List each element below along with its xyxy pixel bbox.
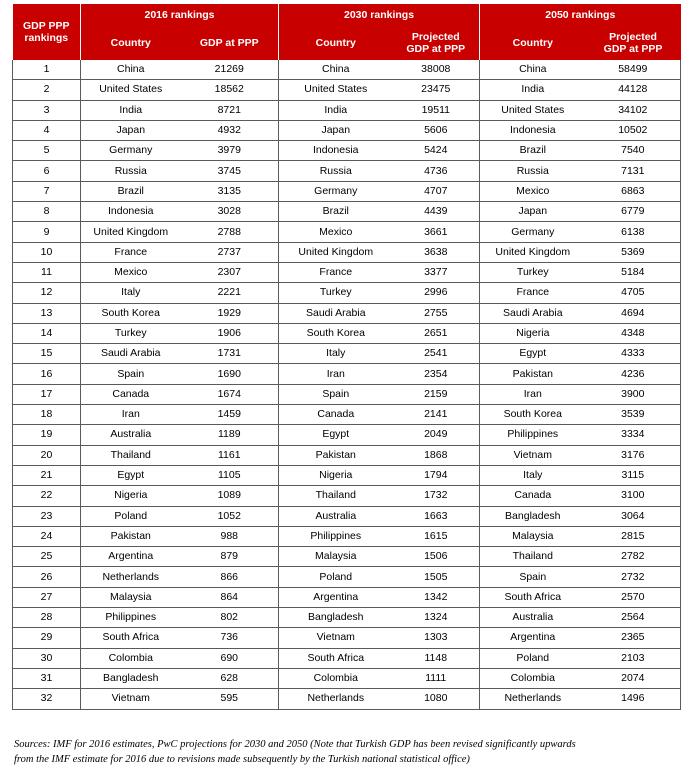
gdp-2030-cell: 1505 [393, 567, 480, 587]
country-2050-cell: Japan [480, 202, 586, 222]
gdp-2050-cell: 2815 [586, 526, 681, 546]
rank-header-line1: GDP PPP [23, 20, 70, 32]
rank-cell: 27 [13, 587, 81, 607]
gdp-2050-cell: 4694 [586, 303, 681, 323]
proj-header-2050-line2: GDP at PPP [603, 43, 663, 55]
gdp-2016-cell: 2737 [181, 242, 279, 262]
table-row [13, 486, 681, 506]
country-2016-cell: Russia [81, 161, 181, 181]
table-row [13, 202, 681, 222]
country-2050-cell: Mexico [480, 181, 586, 201]
rank-cell: 21 [13, 465, 81, 485]
gdp-2030-cell: 2354 [393, 364, 480, 384]
country-2050-cell: Bangladesh [480, 506, 586, 526]
country-2050-cell: India [480, 80, 586, 100]
proj-header-2030-line1: Projected [411, 31, 460, 43]
country-2016-cell: Argentina [81, 547, 181, 567]
gdp-2030-cell: 5424 [393, 141, 480, 161]
country-2030-cell: Thailand [279, 486, 393, 506]
country-2030-cell: Canada [279, 405, 393, 425]
rank-column-header [13, 4, 81, 60]
col-header-country-2050: Country [480, 26, 586, 60]
country-2050-cell: Malaysia [480, 526, 586, 546]
country-2030-cell: Malaysia [279, 547, 393, 567]
country-2050-cell: Canada [480, 486, 586, 506]
rank-cell: 9 [13, 222, 81, 242]
country-2030-cell: Colombia [279, 668, 393, 688]
rank-cell: 32 [13, 689, 81, 709]
rank-cell: 3 [13, 100, 81, 120]
country-2030-cell: Australia [279, 506, 393, 526]
country-2030-cell: France [279, 262, 393, 282]
gdp-2030-cell: 5606 [393, 120, 480, 140]
proj-header-2030-line2: GDP at PPP [406, 43, 466, 55]
rank-cell: 4 [13, 120, 81, 140]
gdp-2016-cell: 864 [181, 587, 279, 607]
gdp-2050-cell: 6863 [586, 181, 681, 201]
table-row [13, 547, 681, 567]
gdp-2016-cell: 3028 [181, 202, 279, 222]
country-2016-cell: Australia [81, 425, 181, 445]
gdp-2030-cell: 2159 [393, 384, 480, 404]
country-2016-cell: France [81, 242, 181, 262]
gdp-2030-cell: 2541 [393, 344, 480, 364]
country-2050-cell: Poland [480, 648, 586, 668]
country-2030-cell: Mexico [279, 222, 393, 242]
country-2016-cell: Nigeria [81, 486, 181, 506]
gdp-2050-cell: 4705 [586, 283, 681, 303]
rank-cell: 28 [13, 608, 81, 628]
table-row [13, 608, 681, 628]
gdp-2050-cell: 6779 [586, 202, 681, 222]
country-2050-cell: Egypt [480, 344, 586, 364]
gdp-2050-cell: 3115 [586, 465, 681, 485]
gdp-2050-cell: 5184 [586, 262, 681, 282]
gdp-2030-cell: 2996 [393, 283, 480, 303]
col-header-gdp-2016: GDP at PPP [181, 26, 279, 60]
country-2050-cell: Thailand [480, 547, 586, 567]
gdp-2016-cell: 1459 [181, 405, 279, 425]
country-2030-cell: Egypt [279, 425, 393, 445]
gdp-2050-cell: 4236 [586, 364, 681, 384]
gdp-2030-cell: 1148 [393, 648, 480, 668]
country-2050-cell: Pakistan [480, 364, 586, 384]
table-row [13, 668, 681, 688]
gdp-2016-cell: 1674 [181, 384, 279, 404]
gdp-2016-cell: 1105 [181, 465, 279, 485]
gdp-2030-cell: 3661 [393, 222, 480, 242]
header-row-columns [13, 26, 681, 60]
gdp-2016-cell: 1690 [181, 364, 279, 384]
table-row [13, 120, 681, 140]
country-2016-cell: Malaysia [81, 587, 181, 607]
rank-cell: 25 [13, 547, 81, 567]
table-row [13, 445, 681, 465]
rank-cell: 5 [13, 141, 81, 161]
country-2030-cell: Spain [279, 384, 393, 404]
country-2030-cell: South Korea [279, 323, 393, 343]
gdp-2030-cell: 1732 [393, 486, 480, 506]
gdp-2016-cell: 1906 [181, 323, 279, 343]
gdp-2030-cell: 2651 [393, 323, 480, 343]
country-2016-cell: Japan [81, 120, 181, 140]
table-body [13, 60, 681, 709]
gdp-2050-cell: 2732 [586, 567, 681, 587]
country-2050-cell: Italy [480, 465, 586, 485]
table-row [13, 405, 681, 425]
country-2050-cell: Vietnam [480, 445, 586, 465]
gdp-2016-cell: 4932 [181, 120, 279, 140]
rank-cell: 31 [13, 668, 81, 688]
rank-cell: 12 [13, 283, 81, 303]
gdp-2016-cell: 21269 [181, 60, 279, 80]
gdp-2016-cell: 866 [181, 567, 279, 587]
rank-cell: 8 [13, 202, 81, 222]
country-2016-cell: Germany [81, 141, 181, 161]
gdp-2030-cell: 3638 [393, 242, 480, 262]
country-2050-cell: Brazil [480, 141, 586, 161]
rank-cell: 16 [13, 364, 81, 384]
rank-header-line2: rankings [24, 32, 69, 44]
table-row [13, 242, 681, 262]
country-2016-cell: Italy [81, 283, 181, 303]
rank-cell: 13 [13, 303, 81, 323]
table-row [13, 323, 681, 343]
country-2050-cell: France [480, 283, 586, 303]
gdp-2016-cell: 988 [181, 526, 279, 546]
country-2030-cell: Russia [279, 161, 393, 181]
gdp-2016-cell: 628 [181, 668, 279, 688]
gdp-2030-cell: 2755 [393, 303, 480, 323]
country-2016-cell: South Korea [81, 303, 181, 323]
country-2050-cell: Philippines [480, 425, 586, 445]
group-header-2050: 2050 rankings [480, 4, 681, 26]
gdp-2030-cell: 4707 [393, 181, 480, 201]
gdp-2030-cell: 1080 [393, 689, 480, 709]
country-2016-cell: Spain [81, 364, 181, 384]
gdp-2016-cell: 1929 [181, 303, 279, 323]
table-row [13, 587, 681, 607]
country-2050-cell: Saudi Arabia [480, 303, 586, 323]
country-2030-cell: Pakistan [279, 445, 393, 465]
country-2016-cell: Colombia [81, 648, 181, 668]
rank-cell: 2 [13, 80, 81, 100]
gdp-2030-cell: 1111 [393, 668, 480, 688]
gdp-2050-cell: 7131 [586, 161, 681, 181]
country-2030-cell: Italy [279, 344, 393, 364]
gdp-2050-cell: 2365 [586, 628, 681, 648]
country-2016-cell: Iran [81, 405, 181, 425]
table-row [13, 222, 681, 242]
country-2030-cell: Argentina [279, 587, 393, 607]
gdp-2050-cell: 58499 [586, 60, 681, 80]
country-2030-cell: Japan [279, 120, 393, 140]
country-2030-cell: Turkey [279, 283, 393, 303]
gdp-2050-cell: 2103 [586, 648, 681, 668]
header-row-groups [13, 4, 681, 26]
country-2050-cell: Iran [480, 384, 586, 404]
gdp-2030-cell: 23475 [393, 80, 480, 100]
rank-cell: 29 [13, 628, 81, 648]
gdp-2016-cell: 1731 [181, 344, 279, 364]
table-row [13, 526, 681, 546]
country-2050-cell: Netherlands [480, 689, 586, 709]
table-row [13, 181, 681, 201]
table-row [13, 161, 681, 181]
rank-cell: 14 [13, 323, 81, 343]
gdp-2016-cell: 3979 [181, 141, 279, 161]
country-2030-cell: Iran [279, 364, 393, 384]
gdp-2016-cell: 1189 [181, 425, 279, 445]
table-header [13, 4, 681, 60]
table-row [13, 344, 681, 364]
gdp-2050-cell: 3900 [586, 384, 681, 404]
country-2030-cell: United Kingdom [279, 242, 393, 262]
country-2050-cell: Argentina [480, 628, 586, 648]
gdp-2030-cell: 4439 [393, 202, 480, 222]
gdp-2050-cell: 2074 [586, 668, 681, 688]
country-2016-cell: Turkey [81, 323, 181, 343]
gdp-2016-cell: 2788 [181, 222, 279, 242]
gdp-2016-cell: 2221 [181, 283, 279, 303]
rank-cell: 18 [13, 405, 81, 425]
rank-cell: 1 [13, 60, 81, 80]
gdp-2016-cell: 1052 [181, 506, 279, 526]
gdp-2030-cell: 1794 [393, 465, 480, 485]
country-2016-cell: Netherlands [81, 567, 181, 587]
country-2050-cell: South Africa [480, 587, 586, 607]
proj-header-2050-line1: Projected [609, 31, 657, 43]
col-header-country-2030: Country [279, 26, 393, 60]
rank-cell: 20 [13, 445, 81, 465]
rank-cell: 19 [13, 425, 81, 445]
country-2030-cell: South Africa [279, 648, 393, 668]
country-2030-cell: China [279, 60, 393, 80]
gdp-2030-cell: 1324 [393, 608, 480, 628]
country-2050-cell: China [480, 60, 586, 80]
country-2030-cell: Saudi Arabia [279, 303, 393, 323]
gdp-2030-cell: 1303 [393, 628, 480, 648]
rank-cell: 15 [13, 344, 81, 364]
gdp-2016-cell: 3745 [181, 161, 279, 181]
gdp-rankings-table-wrapper [12, 4, 680, 710]
gdp-2050-cell: 3100 [586, 486, 681, 506]
country-2050-cell: Australia [480, 608, 586, 628]
country-2050-cell: Colombia [480, 668, 586, 688]
rank-cell: 24 [13, 526, 81, 546]
country-2050-cell: Indonesia [480, 120, 586, 140]
gdp-2050-cell: 3064 [586, 506, 681, 526]
rank-cell: 26 [13, 567, 81, 587]
gdp-2016-cell: 802 [181, 608, 279, 628]
country-2050-cell: Nigeria [480, 323, 586, 343]
country-2050-cell: Germany [480, 222, 586, 242]
table-row [13, 60, 681, 80]
rank-cell: 17 [13, 384, 81, 404]
gdp-2016-cell: 879 [181, 547, 279, 567]
rank-cell: 11 [13, 262, 81, 282]
country-2030-cell: Germany [279, 181, 393, 201]
table-row [13, 567, 681, 587]
gdp-2016-cell: 595 [181, 689, 279, 709]
table-row [13, 506, 681, 526]
table-row [13, 283, 681, 303]
gdp-2030-cell: 2049 [393, 425, 480, 445]
group-header-2030: 2030 rankings [279, 4, 480, 26]
country-2030-cell: Philippines [279, 526, 393, 546]
rank-cell: 30 [13, 648, 81, 668]
gdp-2050-cell: 2564 [586, 608, 681, 628]
country-2016-cell: Bangladesh [81, 668, 181, 688]
gdp-2050-cell: 34102 [586, 100, 681, 120]
col-header-country-2016: Country [81, 26, 181, 60]
gdp-2050-cell: 3334 [586, 425, 681, 445]
country-2050-cell: Turkey [480, 262, 586, 282]
country-2016-cell: Vietnam [81, 689, 181, 709]
country-2050-cell: United States [480, 100, 586, 120]
gdp-2016-cell: 8721 [181, 100, 279, 120]
country-2016-cell: India [81, 100, 181, 120]
table-row [13, 628, 681, 648]
gdp-2050-cell: 2570 [586, 587, 681, 607]
gdp-2030-cell: 1615 [393, 526, 480, 546]
gdp-2050-cell: 3539 [586, 405, 681, 425]
gdp-2016-cell: 18562 [181, 80, 279, 100]
gdp-2030-cell: 1342 [393, 587, 480, 607]
country-2016-cell: Canada [81, 384, 181, 404]
gdp-2030-cell: 1506 [393, 547, 480, 567]
table-row [13, 262, 681, 282]
gdp-2030-cell: 1868 [393, 445, 480, 465]
rank-cell: 7 [13, 181, 81, 201]
country-2050-cell: Spain [480, 567, 586, 587]
table-row [13, 303, 681, 323]
table-row [13, 689, 681, 709]
table-row [13, 425, 681, 445]
gdp-2030-cell: 19511 [393, 100, 480, 120]
gdp-2030-cell: 2141 [393, 405, 480, 425]
gdp-2016-cell: 1161 [181, 445, 279, 465]
country-2016-cell: Mexico [81, 262, 181, 282]
gdp-2030-cell: 4736 [393, 161, 480, 181]
gdp-2050-cell: 6138 [586, 222, 681, 242]
country-2016-cell: United Kingdom [81, 222, 181, 242]
country-2016-cell: Egypt [81, 465, 181, 485]
gdp-2050-cell: 2782 [586, 547, 681, 567]
gdp-2030-cell: 1663 [393, 506, 480, 526]
source-note [14, 737, 674, 767]
country-2050-cell: Russia [480, 161, 586, 181]
gdp-2016-cell: 690 [181, 648, 279, 668]
country-2050-cell: South Korea [480, 405, 586, 425]
country-2030-cell: Bangladesh [279, 608, 393, 628]
country-2016-cell: Brazil [81, 181, 181, 201]
country-2016-cell: United States [81, 80, 181, 100]
gdp-2050-cell: 5369 [586, 242, 681, 262]
col-header-gdp-2030 [393, 26, 480, 60]
gdp-2050-cell: 7540 [586, 141, 681, 161]
country-2030-cell: Nigeria [279, 465, 393, 485]
gdp-2016-cell: 1089 [181, 486, 279, 506]
col-header-gdp-2050 [586, 26, 681, 60]
country-2016-cell: Indonesia [81, 202, 181, 222]
gdp-2050-cell: 4348 [586, 323, 681, 343]
table-row [13, 465, 681, 485]
country-2016-cell: Philippines [81, 608, 181, 628]
gdp-2030-cell: 3377 [393, 262, 480, 282]
country-2050-cell: United Kingdom [480, 242, 586, 262]
country-2016-cell: Poland [81, 506, 181, 526]
table-row [13, 364, 681, 384]
country-2016-cell: Saudi Arabia [81, 344, 181, 364]
rank-cell: 23 [13, 506, 81, 526]
gdp-2016-cell: 2307 [181, 262, 279, 282]
country-2030-cell: Indonesia [279, 141, 393, 161]
gdp-rankings-table [12, 4, 681, 710]
table-row [13, 648, 681, 668]
gdp-2050-cell: 4333 [586, 344, 681, 364]
gdp-2050-cell: 44128 [586, 80, 681, 100]
table-row [13, 80, 681, 100]
country-2030-cell: Vietnam [279, 628, 393, 648]
country-2030-cell: Brazil [279, 202, 393, 222]
gdp-2030-cell: 38008 [393, 60, 480, 80]
group-header-2016: 2016 rankings [81, 4, 279, 26]
source-note-line2: from the IMF estimate for 2016 due to revisions made subsequently by the Turkish national statistical office) [14, 754, 470, 765]
country-2016-cell: Pakistan [81, 526, 181, 546]
gdp-2016-cell: 3135 [181, 181, 279, 201]
rank-cell: 10 [13, 242, 81, 262]
country-2030-cell: Poland [279, 567, 393, 587]
gdp-2050-cell: 3176 [586, 445, 681, 465]
country-2016-cell: South Africa [81, 628, 181, 648]
country-2030-cell: Netherlands [279, 689, 393, 709]
gdp-2050-cell: 10502 [586, 120, 681, 140]
table-row [13, 141, 681, 161]
country-2016-cell: Thailand [81, 445, 181, 465]
country-2030-cell: India [279, 100, 393, 120]
table-row [13, 100, 681, 120]
country-2030-cell: United States [279, 80, 393, 100]
gdp-2016-cell: 736 [181, 628, 279, 648]
country-2016-cell: China [81, 60, 181, 80]
gdp-2050-cell: 1496 [586, 689, 681, 709]
source-note-line1: Sources: IMF for 2016 estimates, PwC projections for 2030 and 2050 (Note that Turkish GDP has been revised significantly upwards [14, 739, 576, 750]
rank-cell: 22 [13, 486, 81, 506]
table-row [13, 384, 681, 404]
rank-cell: 6 [13, 161, 81, 181]
